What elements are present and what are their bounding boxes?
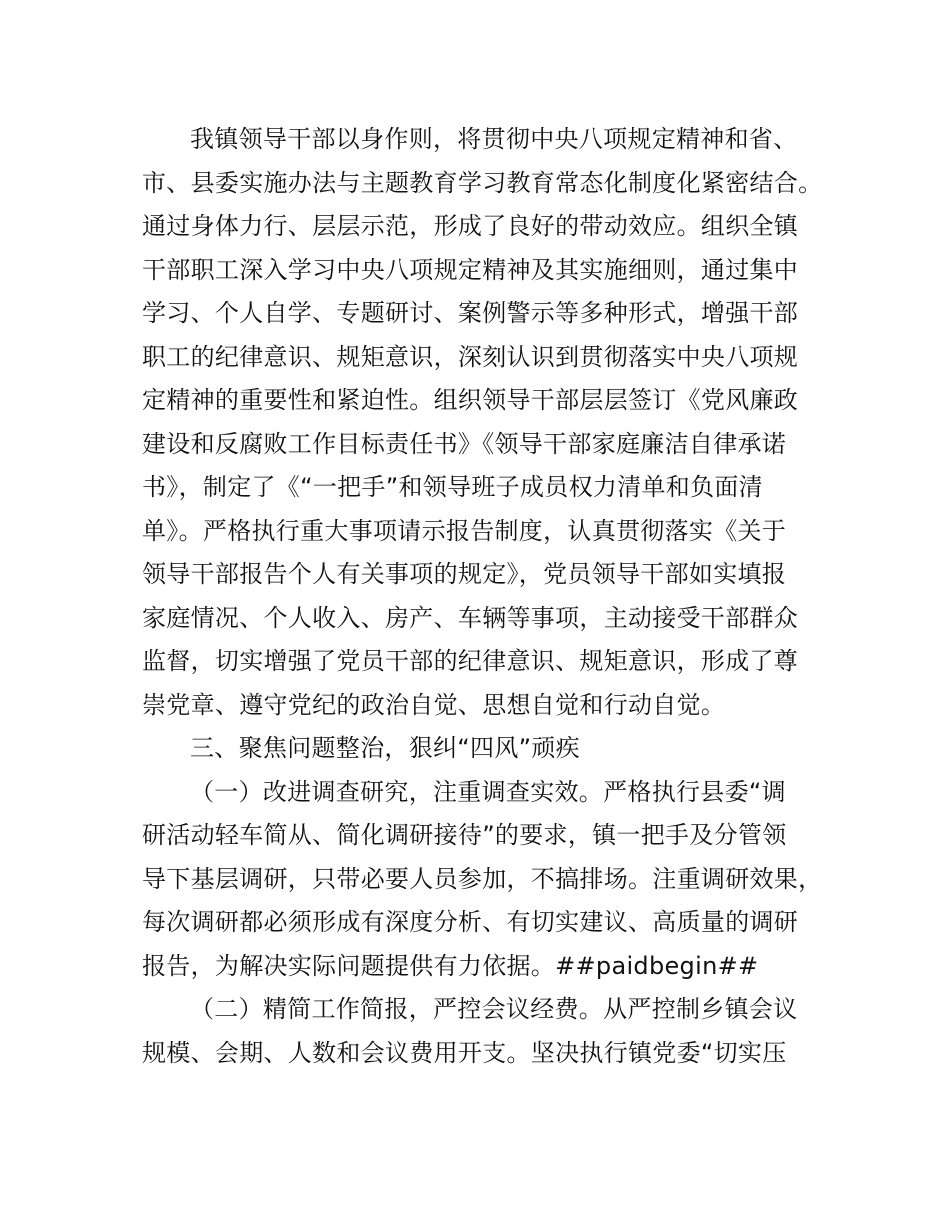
section-heading-3: 三、聚焦问题整治，狠纠“四风”顽疾: [190, 734, 580, 762]
paragraph-1-line-5: 学习、个人自学、专题研讨、案例警示等多种形式，增强干部: [142, 299, 799, 327]
paragraph-2-line-3: 导下基层调研，只带必要人员参加，不搞排场。注重调研效果，: [142, 864, 823, 893]
paragraph-1-line-3: 通过身体力行、层层示范，形成了良好的带动效应。组织全镇: [142, 212, 799, 240]
paragraph-1-line-8: 建设和反腐败工作目标责任书》《领导干部家庭廉洁自律承诺: [142, 429, 787, 458]
paragraph-1-line-10: 单》。严格执行重大事项请示报告制度，认真贯彻落实《关于: [142, 516, 787, 545]
paragraph-2-line-1: （一）改进调查研究，注重调查实效。严格执行县委“调: [190, 777, 786, 806]
paragraph-1-line-9: 书》，制定了《“一把手”和领导班子成员权力清单和负面清: [142, 473, 763, 501]
paragraph-2-line-4: 每次调研都必须形成有深度分析、有切实建议、高质量的调研: [142, 908, 799, 936]
paragraph-2-line-5: 报告，为解决实际问题提供有力依据。##paidbegin##: [142, 951, 759, 980]
paragraph-1-line-14: 崇党章、遵守党纪的政治自觉、思想自觉和行动自觉。: [142, 690, 726, 719]
paragraph-1-line-2: 市、县委实施办法与主题教育学习教育常态化制度化紧密结合。: [142, 168, 823, 197]
paragraph-3-line-2: 规模、会期、人数和会议费用开支。坚决执行镇党委“切实压: [142, 1038, 787, 1067]
paragraph-1-line-13: 监督，切实增强了党员干部的纪律意识、规矩意识，形成了尊: [142, 647, 799, 675]
paragraph-1-line-11: 领导干部报告个人有关事项的规定》，党员领导干部如实填报: [142, 560, 787, 588]
paragraph-1-line-1: 我镇领导干部以身作则，将贯彻中央八项规定精神和省、: [190, 125, 798, 153]
body-text: [142, 118, 842, 1075]
paragraph-1-line-4: 干部职工深入学习中央八项规定精神及其实施细则，通过集中: [142, 255, 799, 284]
paragraph-3-line-1: （二）精简工作简报，严控会议经费。从严控制乡镇会议: [190, 995, 798, 1023]
paragraph-2-line-2: 研活动轻车简从、简化调研接待”的要求，镇一把手及分管领: [142, 821, 787, 849]
paragraph-1-line-7: 定精神的重要性和紧迫性。组织领导干部层层签订《党风廉政: [142, 386, 799, 414]
paragraph-1-line-6: 职工的纪律意识、规矩意识，深刻认识到贯彻落实中央八项规: [142, 342, 799, 371]
paragraph-1-line-12: 家庭情况、个人收入、房产、车辆等事项，主动接受干部群众: [142, 603, 799, 632]
